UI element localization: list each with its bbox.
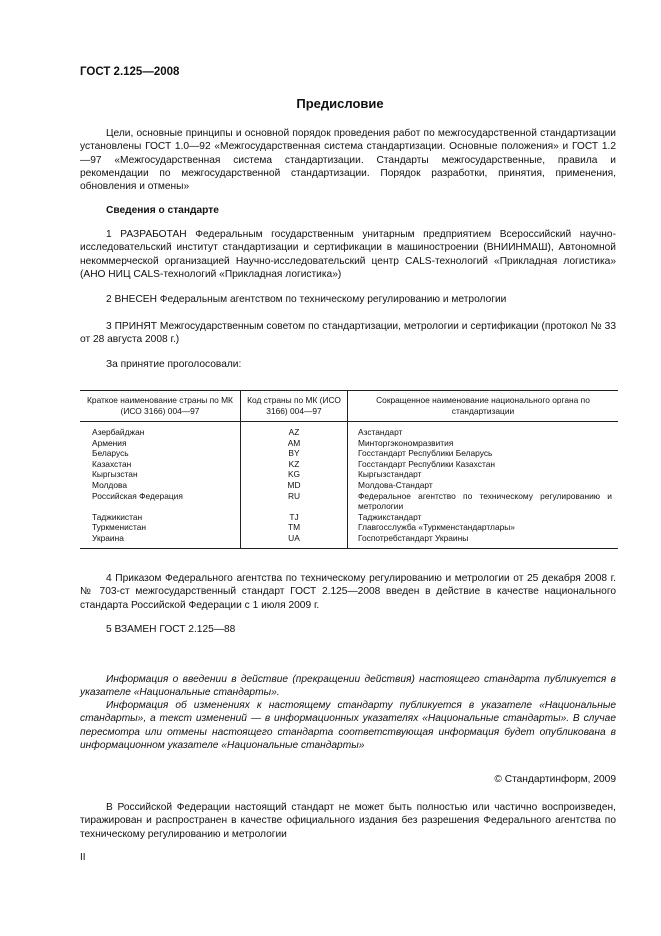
country-code: AZ: [241, 422, 348, 438]
country-code: KG: [241, 469, 348, 480]
country-name: Молдова: [92, 479, 127, 490]
national-body: Молдова-Стандарт: [348, 480, 619, 491]
country-code: KZ: [241, 459, 348, 470]
table-row: [80, 469, 618, 480]
national-body: Госстандарт Республики Казахстан: [348, 459, 619, 470]
document-code: ГОСТ 2.125—2008: [80, 66, 180, 78]
national-body: Главгосслужба «Туркменстандартлары»: [348, 522, 619, 533]
country-code: TM: [241, 522, 348, 533]
country-code: UA: [241, 533, 348, 548]
info-heading: Сведения о стандарте: [106, 205, 219, 216]
table-row: [80, 512, 618, 523]
table-header-row: [80, 391, 618, 422]
table-row: [80, 459, 618, 470]
page-title: Предисловие: [296, 96, 384, 111]
national-body: Госстандарт Республики Беларусь: [348, 448, 619, 459]
table-row: [80, 422, 618, 438]
country-name: Таджикистан: [92, 511, 143, 522]
note-enactment-info: Информация о введении в действие (прекращении действия) настоящего стандарта публикуется в указателе «Национальные стандарты».: [80, 674, 616, 699]
country-code: AM: [241, 438, 348, 449]
voting-states-table: [80, 390, 618, 549]
country-code: BY: [241, 448, 348, 459]
national-body: Минторгэкономразвития: [348, 438, 619, 449]
item-1-developed: 1 РАЗРАБОТАН Федеральным государственным унитарным предприятием Всероссийский научно-исследовательский институт стандартизации и сертификации в машиностроении (ВНИИНМАШ), Автономной некоммерческой организацией Научно-исследовательский центр CALS-технологий «Прикладная логистика» (АНО НИЦ CALS-технологий «Прикладная логистика»): [80, 229, 616, 280]
national-body: Госпотребстандарт Украины: [348, 533, 619, 548]
reproduction-rights: В Российской Федерации настоящий стандарт не может быть полностью или частично воспроизведен, тиражирован и распространен в качестве официального издания без разрешения Федерального агентства по техническому регулированию и метрологии: [80, 802, 616, 840]
country-name: Армения: [92, 437, 127, 448]
page-number: II: [80, 852, 86, 863]
country-code: RU: [241, 491, 348, 512]
national-body: Азстандарт: [348, 422, 619, 438]
country-name: Кыргызстан: [92, 469, 138, 480]
table-row: [80, 491, 618, 512]
country-code: TJ: [241, 512, 348, 523]
note-changes-info: Информация об изменениях к настоящему стандарту публикуется в указателе «Национальные стандарты», а текст изменений — в информационных указателях «Национальные стандарты». В случае пересмотра или отмены настоящего стандарта соответствующая информация будет опубликована в информационном указателе «Национальные стандарты»: [80, 700, 616, 751]
national-body: Кыргызстандарт: [348, 469, 619, 480]
national-body: Таджикстандарт: [348, 512, 619, 523]
table-row: [80, 533, 618, 548]
country-name: Украина: [80, 533, 241, 548]
country-name: Казахстан: [92, 458, 132, 469]
table-row: [80, 448, 618, 459]
item-5-replaces: 5 ВЗАМЕН ГОСТ 2.125—88: [106, 624, 236, 635]
item-2-introduced: 2 ВНЕСЕН Федеральным агентством по техническому регулированию и метрологии: [106, 294, 507, 305]
item-4-order: 4 Приказом Федерального агентства по техническому регулированию и метрологии от 25 декабря 2008 г. № 703-ст межгосударственный стандарт ГОСТ 2.125—2008 введен в действие в качестве национального стандарта Российской Федерации с 1 июля 2009 г.: [80, 573, 616, 611]
copyright-line: © Стандартинформ, 2009: [494, 774, 616, 785]
column-header-body: Сокращенное наименование национального органа по стандартизации: [348, 391, 619, 422]
intro-paragraph: Цели, основные принципы и основной порядок проведения работ по межгосударственной стандартизации установлены ГОСТ 1.0—92 «Межгосударственная система стандартизации. Основные положения» и ГОСТ 1.2—97 «Межгосударственная система стандартизации. Стандарты межгосударственные, правила и рекомендации по межгосударственной стандартизации. Порядок разработки, принятия, применения, обновления и отмены»: [80, 128, 616, 193]
item-3-adopted: 3 ПРИНЯТ Межгосударственным советом по стандартизации, метрологии и сертификации (протокол № 33 от 28 августа 2008 г.): [80, 321, 616, 346]
country-name: Беларусь: [92, 448, 129, 459]
voted-label: За принятие проголосовали:: [106, 359, 242, 370]
country-name: Российская Федерация: [92, 490, 183, 501]
table-row: [80, 438, 618, 449]
country-code: MD: [241, 480, 348, 491]
country-name: Туркменистан: [92, 522, 146, 533]
table-row: [80, 522, 618, 533]
table-row: [80, 480, 618, 491]
country-name: Азербайджан: [92, 427, 145, 437]
national-body: Федеральное агентство по техническому регулированию и метрологии: [348, 491, 619, 512]
column-header-code: Код страны по МК (ИСО 3166) 004—97: [241, 391, 348, 422]
column-header-country: Краткое наименование страны по МК (ИСО 3166) 004—97: [80, 391, 241, 422]
